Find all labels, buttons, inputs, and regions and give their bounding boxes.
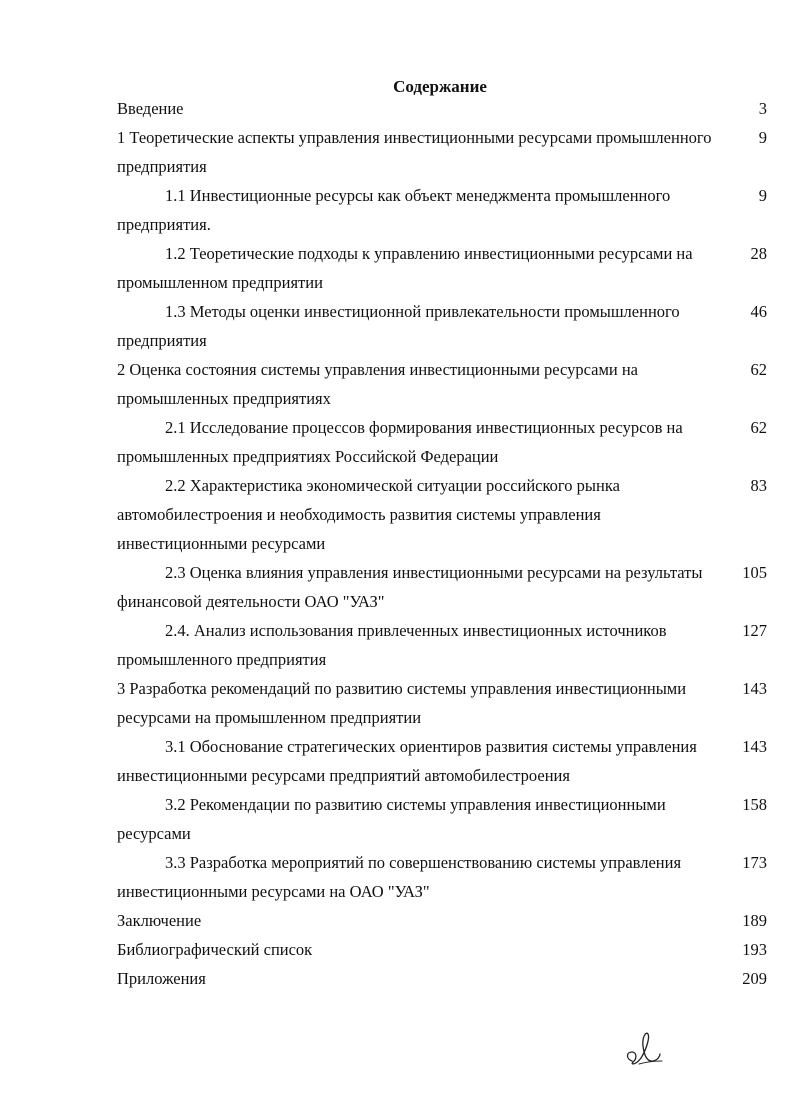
toc-entry bbox=[117, 732, 767, 790]
toc-entry bbox=[117, 558, 767, 616]
toc-entry-page-number: 189 bbox=[742, 911, 767, 930]
toc-entry bbox=[117, 906, 767, 935]
toc-entry-title: Заключение bbox=[117, 911, 202, 930]
toc-entry-title: 2.2 Характеристика экономической ситуации российского рынка автомобилестроения и необходимость развития системы управления инвестиционными ресурсами bbox=[117, 476, 620, 553]
toc-entry bbox=[117, 413, 767, 471]
toc-entry-page-number: 209 bbox=[742, 969, 767, 988]
toc-entry bbox=[117, 471, 767, 558]
toc-entry-title: 2.4. Анализ использования привлеченных инвестиционных источников промышленного предприятия bbox=[117, 621, 667, 669]
toc-entry bbox=[117, 616, 767, 674]
toc-entry-title: 2.1 Исследование процессов формирования инвестиционных ресурсов на промышленных предприятиях Российской Федерации bbox=[117, 418, 683, 466]
toc-entry-title: 2.3 Оценка влияния управления инвестиционными ресурсами на результаты финансовой деятельности ОАО "УАЗ" bbox=[117, 563, 703, 611]
toc-entry bbox=[117, 790, 767, 848]
toc-entry-title: 3.3 Разработка мероприятий по совершенствованию системы управления инвестиционными ресурсами на ОАО "УАЗ" bbox=[117, 853, 682, 901]
toc-entry-page-number: 9 bbox=[758, 186, 767, 205]
toc-entry-page-number: 173 bbox=[742, 853, 767, 872]
toc-entry-title: 1.3 Методы оценки инвестиционной привлекательности промышленного предприятия bbox=[117, 302, 680, 350]
toc-entry bbox=[117, 964, 767, 993]
toc-entry-title: Библиографический список bbox=[117, 940, 313, 959]
toc-entry bbox=[117, 239, 767, 297]
toc-entry-page-number: 3 bbox=[758, 99, 767, 118]
toc-entry-title: 1.1 Инвестиционные ресурсы как объект менеджмента промышленного предприятия. bbox=[117, 186, 671, 234]
toc-entry-title: 3 Разработка рекомендаций по развитию системы управления инвестиционными ресурсами на промышленном предприятии bbox=[117, 679, 687, 727]
table-of-contents bbox=[117, 94, 767, 993]
toc-entry bbox=[117, 355, 767, 413]
toc-entry bbox=[117, 181, 767, 239]
toc-entry-page-number: 9 bbox=[758, 128, 767, 147]
toc-entry-page-number: 46 bbox=[750, 302, 767, 321]
toc-entry bbox=[117, 674, 767, 732]
toc-entry-page-number: 62 bbox=[750, 418, 767, 437]
toc-entry bbox=[117, 297, 767, 355]
toc-entry-title: Приложения bbox=[117, 969, 206, 988]
toc-entry-title: 3.2 Рекомендации по развитию системы управления инвестиционными ресурсами bbox=[117, 795, 666, 843]
toc-entry-page-number: 127 bbox=[742, 621, 767, 640]
toc-entry-title: Введение bbox=[117, 99, 184, 118]
toc-entry-page-number: 158 bbox=[742, 795, 767, 814]
handwritten-signature bbox=[622, 1028, 666, 1068]
toc-entry bbox=[117, 94, 767, 123]
toc-entry-title: 2 Оценка состояния системы управления инвестиционными ресурсами на промышленных предприятиях bbox=[117, 360, 639, 408]
toc-entry bbox=[117, 848, 767, 906]
toc-entry-page-number: 83 bbox=[750, 476, 767, 495]
toc-entry-page-number: 28 bbox=[750, 244, 767, 263]
page-title: Содержание bbox=[393, 77, 487, 96]
toc-entry-page-number: 105 bbox=[742, 563, 767, 582]
toc-entry-page-number: 143 bbox=[742, 737, 767, 756]
toc-entry bbox=[117, 935, 767, 964]
toc-entry-page-number: 143 bbox=[742, 679, 767, 698]
toc-entry bbox=[117, 123, 767, 181]
toc-entry-title: 1 Теоретические аспекты управления инвестиционными ресурсами промышленного предприятия bbox=[117, 128, 712, 176]
toc-entry-page-number: 193 bbox=[742, 940, 767, 959]
toc-entry-title: 1.2 Теоретические подходы к управлению инвестиционными ресурсами на промышленном предприятии bbox=[117, 244, 693, 292]
toc-entry-page-number: 62 bbox=[750, 360, 767, 379]
toc-entry-title: 3.1 Обоснование стратегических ориентиров развития системы управления инвестиционными ресурсами предприятий автомобилестроения bbox=[117, 737, 697, 785]
